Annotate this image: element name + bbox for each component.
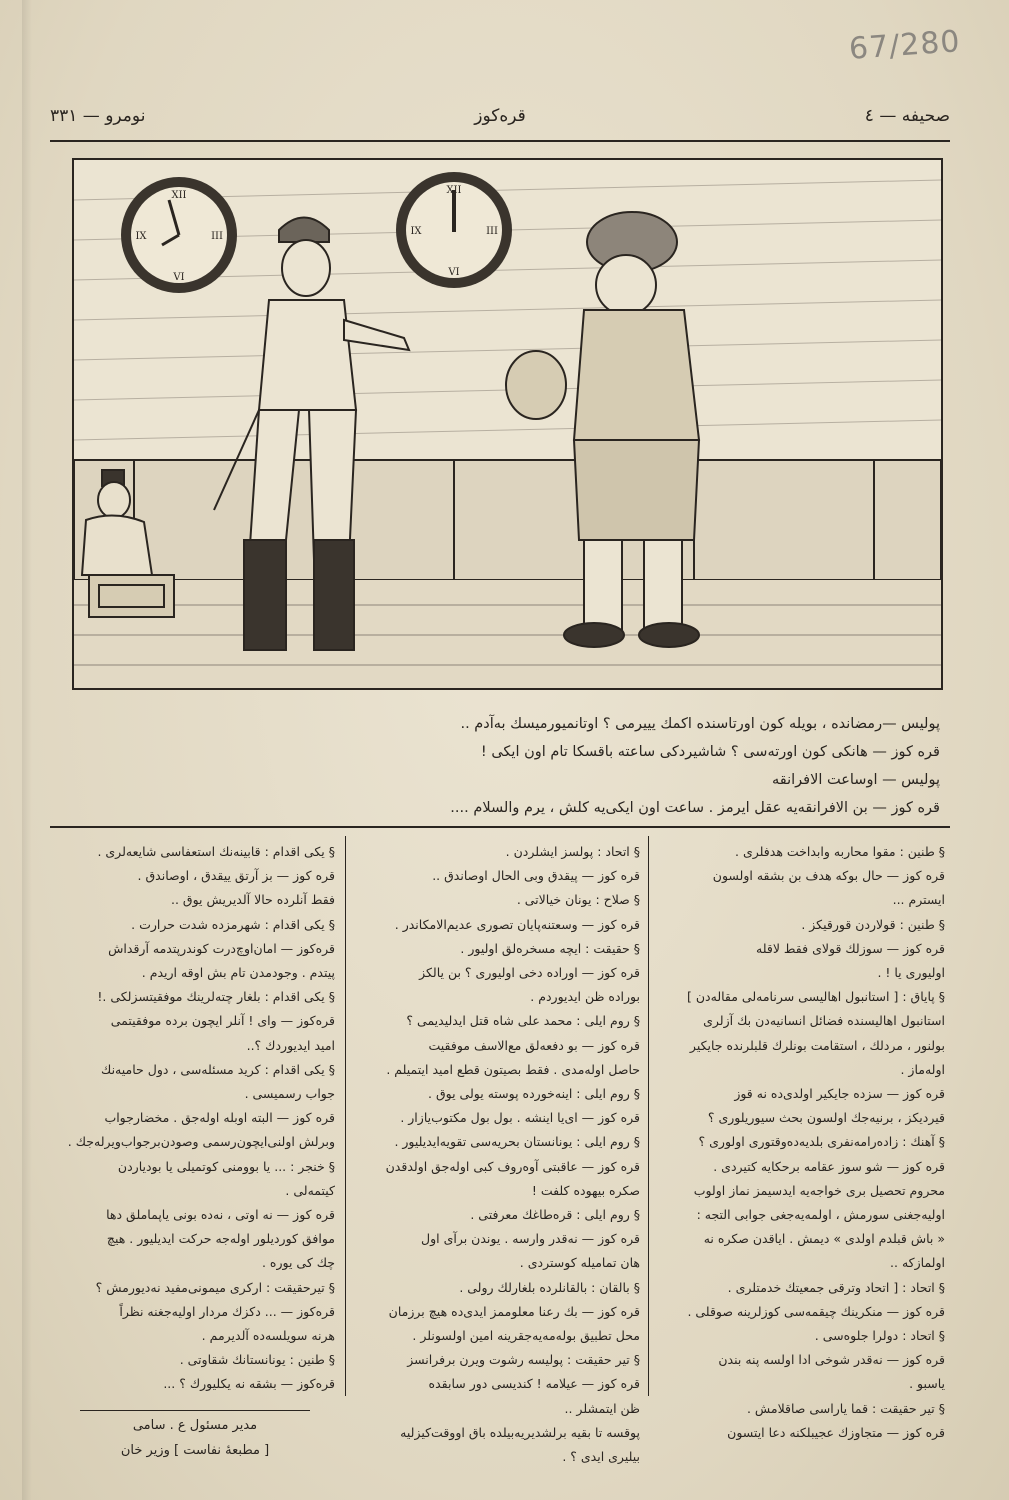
svg-text:VI: VI	[173, 272, 185, 283]
column-left	[45, 840, 335, 1397]
column-text-line: قره کوز — وسعتنه‌پایان تصوری عدیم‌الامکاندر .	[394, 916, 640, 932]
cartoon-caption	[290, 710, 940, 822]
column-text-line: § طنین : قولاردن قورقیکز .	[801, 916, 945, 932]
column-text-line: حاصل اوله‌مدی . فقط بصیتون قطع امید ایتمیلم .	[386, 1061, 640, 1077]
column-text-line: چك کی یوره .	[261, 1255, 335, 1271]
column-text-line: استانبول اهالیسنده فضائل انسانیه‌دن بك آزلری	[703, 1013, 945, 1029]
column-text-line: قره کوز — نه‌قدر وارسه . یوندن برآی اول	[421, 1231, 640, 1247]
column-text-line: § روم ایلی : اینه‌خورده پوسته یولی یوق .	[428, 1086, 640, 1102]
column-divider-right	[648, 836, 649, 1396]
column-text-line: § روم ایلی : محمد علی شاه قتل ایدلیدیمی ؟	[406, 1013, 640, 1029]
column-text-line: § روم ایلی : قره‌طاغك معرفتی .	[470, 1207, 640, 1223]
column-text-line: قره کوز — بو دفعه‌لق مع‌الاسف موفقیت	[428, 1037, 640, 1053]
column-text-line: قره کوز — حال بوکه هدف بن بشقه اولسون	[712, 868, 945, 884]
caption-line-1: پولیس —رمضانده ، بویله کون اورتاسنده اکمك یییرمی ؟ اوتانمیورمیسك بەآدم ..	[460, 716, 940, 732]
column-text-line: قره‌کوز — ... دکزك مردار اولیه‌جغنه نظراً	[119, 1303, 335, 1319]
column-text-line: § پایاق : [ استانبول اهالیسی سرنامه‌لی مقاله‌دن ]	[687, 989, 945, 1005]
column-text-line: § طنین : یونانستانك شقاوتی .	[179, 1352, 335, 1368]
column-text-line: قره کوز — بز آرتق ییقدق ، اوصاندق .	[137, 868, 335, 884]
column-text-line: « باش قبلدم اولدی » دیمش . ایاقدن صکره نه	[703, 1231, 945, 1247]
column-text-line: قره کوز — پیقدق وبی الحال اوصاندق ..	[432, 868, 640, 884]
column-text-line: امید ایدیوردك ؟..	[246, 1037, 335, 1053]
column-text-line: قره کوز — اوراده دخی اولیوری ؟ بن یالکز	[419, 965, 640, 981]
column-text-line: فقط آنلرده حالا آلدیریش یوق ..	[170, 892, 335, 908]
svg-text:III: III	[211, 231, 223, 242]
cartoon-drawing	[74, 160, 941, 688]
column-text-line: پیتدم . وجودمدن تام بش اوقه اریدم .	[141, 965, 335, 981]
column-text-line: هرنه سویلسه‌ده آلدیرمم .	[201, 1328, 335, 1344]
column-text-line: § طنین : مقوا محاربه وابداخت هدفلری .	[735, 844, 945, 859]
column-text-line: بولنور ، مردلك ، استقامت بونلرك قلبلرنده جایکیر	[689, 1037, 945, 1053]
column-text-line: قره کوز — نه‌قدر شوخی ادا اولسه پنه بندن	[718, 1352, 945, 1368]
column-text-line: قره کوز — بك رعنا معلوممز ایدی‌ده هیچ برزمان	[388, 1303, 640, 1319]
column-text-line: جواب رسمیسی .	[244, 1086, 335, 1102]
wall-panels	[74, 460, 941, 580]
column-text-line: قره کوز — شو سوز عقامه برحکایه کتیردی .	[713, 1158, 945, 1174]
column-text-line: ظن ایتمشلر ..	[564, 1400, 640, 1416]
column-text-line: § تیر حقیقت : قما یاراسی صاقلامش .	[746, 1400, 945, 1416]
column-text-line: قره کوز — البته اوبله اوله‌جق . مخضارجواب	[104, 1110, 335, 1126]
column-text-line: § یکی اقدام : قابینه‌نك استعفاسی شایعه‌لری .	[97, 844, 335, 859]
column-text-line: اولیه‌جغنی سورمش ، اولمه‌یه‌جغی جوابی التجه :	[696, 1207, 945, 1223]
column-text-line: § اتحاد : دولرا جلوه‌سی .	[814, 1328, 945, 1344]
archive-mark: 67/280	[848, 24, 963, 67]
column-text-line: اولمازکه ..	[890, 1255, 945, 1271]
imprint-rule	[80, 1410, 310, 1411]
column-text-line: § خنجر : ... یا بوومنی کوتمیلی یا بودیاردن	[117, 1158, 335, 1174]
caption-line-2: قره کوز — هانکی کون اورته‌سی ؟ شاشیردکی ساعته باقسکا تام اون ایکی !	[480, 744, 940, 760]
column-text-line: § حقیقت : ایچه مسخره‌لق اولیور .	[460, 940, 640, 956]
column-text-line: § یکی اقدام : بلغار چته‌لرینك موفقیتسزلکی .!	[97, 989, 335, 1005]
column-text-line: کیتمه‌لی .	[285, 1182, 335, 1198]
page-header	[50, 100, 950, 136]
column-text-line: محل تطبیق بوله‌مه‌یه‌جقرینه امین اولسونلر .	[412, 1328, 640, 1344]
column-text-line: § یکی اقدام : کرید مسئله‌سی ، دول حامیه‌نك	[101, 1061, 335, 1077]
svg-text:IX: IX	[135, 231, 147, 242]
column-text-line: موافق کوردیلور اوله‌جه حرکت ایدیلیور . هیچ	[106, 1231, 335, 1247]
column-text-line: قره کوز — متجاوزك عجیبلکنه دعا ایتسون	[727, 1424, 945, 1440]
column-text-line: § تیرحقیقت : ارکری میمونی‌مفید نه‌دیورمش ؟	[95, 1279, 335, 1295]
column-text-line: § روم ایلی : یونانستان بحریه‌سی تقویه‌ایدیلیور .	[394, 1134, 640, 1150]
column-text-line: قره کوز — نه اوتی ، نه‌ده بونی یاپماملق دها	[106, 1207, 335, 1223]
column-text-line: ایسترم ...	[892, 892, 945, 908]
column-text-line: هان تمامیله کوستردی .	[519, 1255, 640, 1271]
clock-right	[396, 172, 512, 288]
header-rule	[50, 140, 950, 142]
column-text-line: اولیوری یا ! .	[877, 965, 945, 981]
section-rule	[50, 826, 950, 828]
column-text-line: قره کوز — ای‌یا اینشه . بول بول مکتوب‌یازار .	[400, 1110, 640, 1126]
column-text-line: اوله‌ماز .	[900, 1061, 945, 1077]
column-text-line: قره کوز — سزده جایکیر اولدی‌ده نه قوز	[734, 1086, 945, 1102]
clock-left	[121, 177, 237, 293]
column-text-line: § بالقان : بالقانلرده بلغارلك رولی .	[459, 1279, 640, 1295]
svg-text:III: III	[486, 226, 498, 237]
column-text-line: پوقسه تا بقیه برلشدیریه‌بیلده باق اووقت‌کیزلیه	[400, 1424, 640, 1440]
caption-line-4: قره کوز — بن الافرانقه‌یه عقل ایرمز . ساعت اون ایکی‌یه کلش ، یرم والسلام ....	[450, 800, 940, 816]
column-text-line: بیلیری ایدی ؟ .	[562, 1449, 640, 1465]
column-text-line: § آهنك : زاده‌رامه‌نفری بلدیه‌ده‌وقتوری اولوری ؟	[698, 1134, 945, 1150]
svg-text:VI: VI	[448, 267, 460, 278]
column-text-line: یاسبو .	[909, 1376, 945, 1392]
column-text-line: قره کوز — عیلامه ! کندیسی دور سابقده	[428, 1376, 640, 1392]
binding-shadow	[22, 0, 32, 1500]
column-text-line: قره‌کوز — امان‌اوچ‌درت کوندرپتدمه آرقداش	[108, 940, 335, 956]
svg-text:XII: XII	[446, 185, 462, 196]
column-text-line: قره کوز — عاقبتی آوه‌روف کبی اوله‌جق اولدقدن	[385, 1158, 640, 1174]
editor-line: مدیر مسئول ع . سامی	[132, 1418, 258, 1433]
masthead-title: قره‌کوز	[474, 106, 526, 126]
column-text-line: قره کوز — منکرینك چیقمه‌سی کوزلرینه صوقلی .	[687, 1303, 945, 1319]
column-text-line: قره‌کوز — وای ! آنلر ایچون برده موفقیتمی	[110, 1013, 335, 1029]
column-divider-left	[345, 836, 346, 1396]
column-text-line: § اتحاد : [ اتحاد وترقی جمعیتك خدمتلری .	[727, 1279, 945, 1295]
cartoon-illustration	[72, 158, 943, 690]
issue-number: نومرو — ٣٣١	[50, 106, 146, 126]
column-text-line: صکره بیهوده کلفت !	[531, 1182, 640, 1198]
column-text-line: § یکی اقدام : شهرمزده شدت حرارت .	[131, 916, 335, 932]
column-middle	[355, 840, 640, 1469]
press-line: [ مطبعهٔ نفاست ] وزیر خان	[120, 1443, 270, 1458]
column-text-line: § تیر حقیقت : پولیسه رشوت ویرن برفرانسز	[407, 1352, 640, 1368]
column-text-line: محروم تحصیل بری خواجه‌یه ایدسیمز نماز اولوب	[693, 1182, 945, 1198]
column-text-line: وبرلش اولنی‌ایچون‌رسمی وصودن‌برجواب‌ویرله‌جك .	[67, 1134, 335, 1150]
column-text-line: قره‌کوز — بشقه نه یکلیورك ؟ ...	[163, 1376, 335, 1392]
svg-text:XII: XII	[171, 190, 187, 201]
column-text-line: § صلاح : یونان خیالاتی .	[516, 892, 640, 908]
page-number: صحیفه — ٤	[864, 106, 950, 126]
column-text-line: بوراده ظن ایدیوردم .	[530, 989, 640, 1005]
column-text-line: قره کوز — سوزلك قولای فقط لاقله	[756, 940, 945, 956]
caption-line-3: پولیس — اوساعت الافرانقه	[771, 772, 940, 788]
column-text-line: § اتحاد : پولسز ایشلردن .	[505, 844, 640, 859]
column-text-line: قیردیکز ، برنیه‌جك اولسون بحث سیوریلوری ؟	[707, 1110, 945, 1126]
column-right	[655, 840, 945, 1445]
floor	[74, 580, 941, 688]
svg-text:IX: IX	[410, 226, 422, 237]
